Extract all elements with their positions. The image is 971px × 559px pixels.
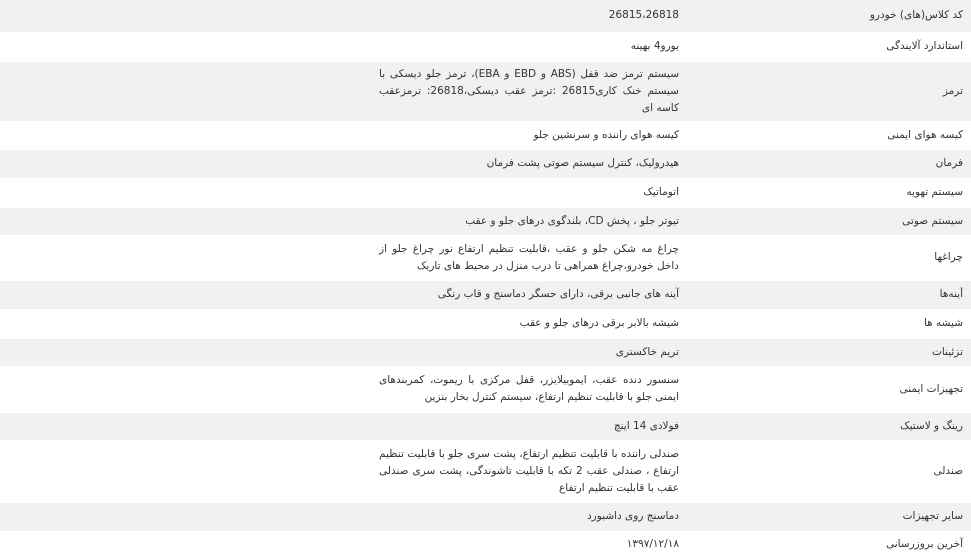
spec-label: آخرین بروزرسانی <box>679 531 971 558</box>
spec-value-text: آینه های جانبی برقی، دارای حسگر دماسنج و قاب رنگی <box>437 288 679 300</box>
spec-label: سایر تجهیزات <box>679 502 971 531</box>
spec-label: کیسه هوای ایمنی <box>679 121 971 149</box>
spec-value-text: چراغ مه شکن جلو و عقب ،قابلیت تنظیم ارتفاع نور چراغ جلو از داخل خودرو،چراغ همراهی تا درب منزل در محیط های تاریک <box>379 242 679 272</box>
spec-value <box>0 440 679 502</box>
spec-row-seats <box>0 440 971 502</box>
spec-label: آینه‌ها <box>679 280 971 309</box>
spec-value-text: 26815،26818 <box>608 9 679 22</box>
spec-row-windows <box>0 309 971 338</box>
spec-row-class-codes <box>0 0 971 32</box>
spec-label: سیستم صوتی <box>679 207 971 235</box>
spec-value-text: اتوماتیک <box>643 186 679 198</box>
spec-row-airbags <box>0 121 971 149</box>
spec-row-wheels-tires <box>0 412 971 440</box>
spec-label: چراغها <box>679 235 971 280</box>
spec-row-brakes <box>0 61 971 121</box>
spec-label: استاندارد آلایندگی <box>679 32 971 61</box>
spec-label: شیشه ها <box>679 309 971 338</box>
spec-label: سیستم تهویه <box>679 178 971 207</box>
spec-value-text: تریم خاکستری <box>615 345 679 358</box>
spec-value <box>0 149 679 178</box>
spec-value <box>0 32 679 61</box>
spec-value <box>0 121 679 149</box>
spec-row-mirrors <box>0 280 971 309</box>
spec-value-text: دماسنج روی داشبورد <box>586 510 679 522</box>
spec-value-text: تیوتر جلو ، پخش CD، بلندگوی درهای جلو و عقب <box>465 214 679 227</box>
spec-label: کد کلاس(های) خودرو <box>679 0 971 32</box>
spec-value <box>0 235 679 280</box>
spec-value <box>0 309 679 338</box>
spec-value <box>0 178 679 207</box>
spec-row-audio-system <box>0 207 971 235</box>
spec-label: ترمز <box>679 61 971 121</box>
spec-value-text: سیستم ترمز ضد قفل (ABS و EBD و EBA)، ترمز جلو دیسکی با سیستم خنک کاری26815 :ترمز عقب دیسکی،26818: ترمزعقب کاسه ای <box>379 67 679 114</box>
spec-value <box>0 366 679 412</box>
spec-row-safety-equipment <box>0 366 971 412</box>
spec-value <box>0 207 679 235</box>
spec-row-trim <box>0 338 971 366</box>
spec-label: تزئینات <box>679 338 971 366</box>
spec-value-text: فولادی 14 اینچ <box>613 419 679 432</box>
spec-value-text: صندلی راننده با قابلیت تنظیم ارتفاع، پشت سری جلو با قابلیت تنظیم ارتفاع ، صندلی عقب 2 تکه با قابلیت تاشوندگی، پشت سری صندلی عقب با قابلیت تنظیم ارتفاع <box>379 447 679 494</box>
spec-value <box>0 502 679 531</box>
spec-row-emission-standard <box>0 32 971 61</box>
spec-value-text: کیسه هوای راننده و سرنشین جلو <box>533 128 679 141</box>
spec-value <box>0 531 679 558</box>
spec-row-air-conditioning <box>0 178 971 207</box>
spec-value-text: ۱۳۹۷/۱۲/۱۸ <box>626 538 679 550</box>
spec-value <box>0 61 679 121</box>
spec-row-lights <box>0 235 971 280</box>
spec-value-text: شیشه بالابر برقی درهای جلو و عقب <box>519 317 679 329</box>
spec-label: صندلی <box>679 440 971 502</box>
spec-value <box>0 338 679 366</box>
spec-label: تجهیزات ایمنی <box>679 366 971 412</box>
spec-value <box>0 412 679 440</box>
spec-value <box>0 280 679 309</box>
spec-label: فرمان <box>679 149 971 178</box>
spec-value-text: سنسور دنده عقب، ایموبیلایزر، قفل مرکزی با ریموت، کمربندهای ایمنی جلو با قابلیت تنظیم ارتفاع، سیستم کنترل بخار بنزین <box>379 374 679 403</box>
spec-row-other-equipment <box>0 502 971 531</box>
spec-row-steering <box>0 149 971 178</box>
spec-label: رینگ و لاستیک <box>679 412 971 440</box>
spec-value-text: یورو4 بهینه <box>630 40 679 52</box>
spec-value-text: هیدرولیک، کنترل سیستم صوتی پشت فرمان <box>486 157 679 169</box>
spec-value <box>0 0 679 32</box>
spec-row-last-update <box>0 531 971 558</box>
